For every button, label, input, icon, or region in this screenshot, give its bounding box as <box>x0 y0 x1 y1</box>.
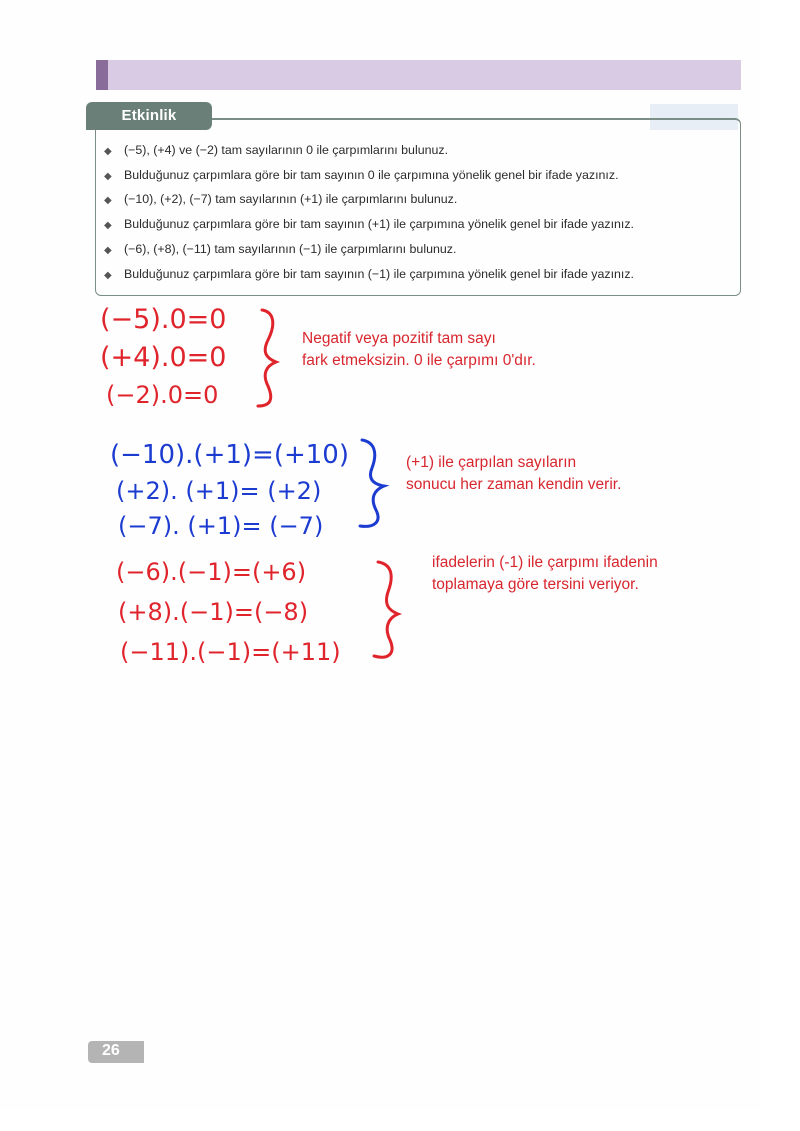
bullet-icon: ◆ <box>104 195 112 206</box>
handwritten-equation: (−2).0=0 <box>106 381 219 409</box>
list-item <box>104 267 634 281</box>
list-item-text: Bulduğunuz çarpımlara göre bir tam sayının (−1) ile çarpımına yönelik genel bir ifade yazınız. <box>124 267 634 281</box>
page-number: 26 <box>102 1042 120 1059</box>
list-item <box>104 143 448 157</box>
annotation-note <box>302 328 536 372</box>
handwritten-equation: (−11).(−1)=(+11) <box>120 638 341 666</box>
note-line: (+1) ile çarpılan sayıların <box>406 454 577 471</box>
bullet-icon: ◆ <box>104 146 112 157</box>
list-item-text: (−5), (+4) ve (−2) tam sayılarının 0 ile çarpımlarını bulunuz. <box>124 143 449 157</box>
handwritten-equation: (−6).(−1)=(+6) <box>116 558 307 586</box>
bullet-icon: ◆ <box>104 245 112 256</box>
brace-icon <box>356 434 396 534</box>
list-item-text: Bulduğunuz çarpımlara göre bir tam sayının (+1) ile çarpımına yönelik genel bir ifade yazınız. <box>124 217 634 231</box>
note-line: ifadelerin (-1) ile çarpımı ifadenin <box>432 554 658 571</box>
list-item <box>104 168 619 182</box>
list-item <box>104 217 634 231</box>
note-line: Negatif veya pozitif tam sayı <box>302 330 496 347</box>
note-line: fark etmeksizin. 0 ile çarpımı 0'dır. <box>302 352 536 369</box>
handwritten-equation: (+4).0=0 <box>100 342 227 373</box>
handwritten-equation: (−10).(+1)=(+10) <box>110 440 349 470</box>
bullet-icon: ◆ <box>104 220 112 231</box>
handwritten-equation: (+2). (+1)= (+2) <box>116 477 322 505</box>
note-line: toplamaya göre tersini veriyor. <box>432 576 639 593</box>
header-accent <box>96 60 108 90</box>
list-item-text: Bulduğunuz çarpımlara göre bir tam sayının 0 ile çarpımına yönelik genel bir ifade yazınız. <box>124 168 619 182</box>
handwritten-equation: (−7). (+1)= (−7) <box>118 512 324 540</box>
bullet-icon: ◆ <box>104 171 112 182</box>
handwritten-equation: (+8).(−1)=(−8) <box>118 598 309 626</box>
annotation-note <box>432 552 658 596</box>
list-item <box>104 192 457 206</box>
handwritten-equation: (−5).0=0 <box>100 304 227 335</box>
note-line: sonucu her zaman kendin verir. <box>406 476 622 493</box>
list-item-text: (−10), (+2), (−7) tam sayılarının (+1) ile çarpımlarını bulunuz. <box>124 192 458 206</box>
list-item <box>104 242 456 256</box>
header-band <box>96 60 741 90</box>
brace-icon <box>368 556 408 664</box>
bullet-icon: ◆ <box>104 270 112 281</box>
activity-title: Etkinlik <box>86 102 212 130</box>
annotation-note <box>406 452 621 496</box>
brace-icon <box>252 306 288 410</box>
list-item-text: (−6), (+8), (−11) tam sayılarının (−1) ile çarpımlarını bulunuz. <box>124 242 457 256</box>
page-number-tab <box>88 1041 144 1063</box>
